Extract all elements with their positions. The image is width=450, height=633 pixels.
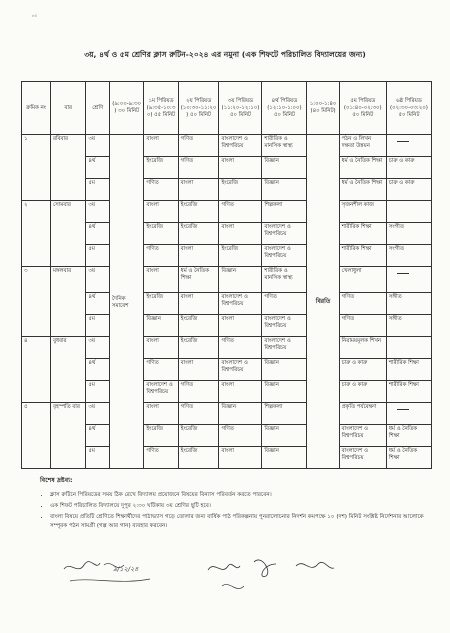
day-cell: মঙ্গলবার — [50, 267, 85, 337]
period-cell-p5: নিরাময়মূলক শিখন — [339, 337, 386, 359]
class-cell: ৪র্থ — [86, 157, 110, 179]
period-cell-p2: ইংরেজি — [178, 223, 219, 245]
serial-cell: ৪ — [22, 337, 51, 403]
period-cell-p4: বিজ্ঞান — [262, 157, 307, 179]
period-cell-p5: শারীরিক শিক্ষা — [339, 223, 386, 245]
period-cell-p1: বাংলা — [144, 201, 178, 223]
period-cell-p2: বাংলা — [178, 293, 219, 315]
notes-list — [40, 491, 435, 531]
period-cell-p5: শারীরিক শিক্ষা — [339, 245, 386, 267]
period-cell-p5: চারু ও কারু — [339, 359, 386, 381]
period-cell-p1: ইংরেজি — [144, 223, 178, 245]
period-cell-p2: বাংলা — [178, 359, 219, 381]
header-period-6: ৬ষ্ঠ পিরিয়ড (০২:৩০-০৩:২০) ৫০ মিনিট — [386, 82, 431, 135]
period-cell-p4: বিজ্ঞান — [262, 425, 307, 447]
period-cell-p2: ইংরেজি — [178, 201, 219, 223]
period-cell-p3: গণিত — [219, 425, 262, 447]
period-cell-p4: বাংলাদেশ ও বিশ্বপরিচয় — [262, 315, 307, 337]
class-cell: ৪র্থ — [86, 293, 110, 315]
period-cell-p2: বাংলা — [178, 245, 219, 267]
class-cell: ৫ম — [86, 447, 110, 469]
period-cell-p2: গণিত — [178, 403, 219, 425]
header-period-4: ৪র্থ পিরিয়ড (১২:১০-১:০০) ৫০ মিনিট — [262, 82, 307, 135]
class-cell: ৩য় — [86, 135, 110, 157]
break-label: বিরতি — [315, 298, 331, 305]
period-cell-p5: গণিত — [339, 293, 386, 315]
period-cell-p3: বাংলাদেশ ও বিশ্বপরিচয় — [219, 293, 262, 315]
break-cell — [307, 135, 339, 469]
period-cell-p2: ইংরেজি — [178, 315, 219, 337]
header-row — [22, 82, 432, 135]
period-cell-p4: শারীরিক ও মানসিক স্বাস্থ্য — [262, 267, 307, 293]
period-cell-p1: গণিত — [144, 359, 178, 381]
period-cell-p3: বাংলাদেশ ও বিশ্বপরিচয় — [219, 359, 262, 381]
period-cell-p1: ইংরেজি — [144, 425, 178, 447]
period-cell-p6: সংগীত — [386, 245, 431, 267]
note-item: • এক শিফট পরিচালিত বিদ্যালয়ে দুপুর ২:৩০ ঘটিকায় ৩য় শ্রেণির ছুটি হবে। — [50, 502, 435, 511]
period-cell-p6: শারীরিক শিক্ষা — [386, 381, 431, 403]
page-title: ৩য়, ৪র্থ ও ৫ম শ্রেণির ক্লাস রুটিন-২০২৪ এর নমুনা (এক শিফটে পরিচালিত বিদ্যালয়ের জন্য) — [84, 50, 366, 59]
period-cell-p1: ইংরেজি — [144, 157, 178, 179]
class-cell: ৪র্থ — [86, 359, 110, 381]
period-cell-p3: বাংলা — [219, 157, 262, 179]
assembly-label: দৈনিক সমাবেশ — [111, 296, 129, 309]
period-cell-p3: বাংলা — [219, 447, 262, 469]
period-cell-p2: গণিত — [178, 381, 219, 403]
period-cell-p6 — [386, 267, 431, 293]
period-cell-p5: ধর্ম ও নৈতিক শিক্ষা — [339, 179, 386, 201]
class-cell: ৪র্থ — [86, 223, 110, 245]
period-cell-p5: ধর্ম ও নৈতিক শিক্ষা — [339, 157, 386, 179]
period-cell-p1: গণিত — [144, 179, 178, 201]
period-cell-p3: ইংরেজি — [219, 179, 262, 201]
table-row — [22, 267, 432, 293]
table-row — [22, 135, 432, 157]
period-cell-p1: গণিত — [144, 447, 178, 469]
page-corner-mark: ᵉ⁶ — [32, 14, 37, 21]
period-cell-p3: ইংরেজি — [219, 245, 262, 267]
period-cell-p6: ধর্ম ও নৈতিক শিক্ষা — [386, 447, 431, 469]
header-day: বার — [50, 82, 85, 135]
day-cell: বৃহস্পতি বার — [50, 403, 85, 469]
period-cell-p4: শারীরিক ও মানসিক স্বাস্থ্য — [262, 135, 307, 157]
period-cell-p4: গণিত — [262, 293, 307, 315]
table-row — [22, 337, 432, 359]
header-period-3: ৩য় পিরিয়ড (১১:২০-১২:১০) ৫০ মিনিট — [219, 82, 262, 135]
period-cell-p2: ধর্ম ও নৈতিক শিক্ষা — [178, 267, 219, 293]
period-cell-p4: শিল্পকলা — [262, 403, 307, 425]
period-cell-p6 — [386, 403, 431, 425]
period-cell-p5: বাংলাদেশ ও বিশ্বপরিচয় — [339, 447, 386, 469]
period-cell-p3: বাংলা — [219, 315, 262, 337]
period-cell-p2: ইংরেজি — [178, 425, 219, 447]
period-cell-p6: সঙ্গীত — [386, 315, 431, 337]
period-cell-p4: শিল্পকলা — [262, 201, 307, 223]
header-period-2: ২য় পিরিয়ড (১০:৩০-১১:২০) ৫০ মিনিট — [178, 82, 219, 135]
header-class: শ্রেণি — [86, 82, 110, 135]
period-cell-p5: খেলাধুলা — [339, 267, 386, 293]
period-cell-p4: বাংলাদেশ ও বিশ্বপরিচয় — [262, 337, 307, 359]
period-cell-p1: বাংলা — [144, 135, 178, 157]
class-cell: ৫ম — [86, 245, 110, 267]
period-cell-p4: বিজ্ঞান — [262, 447, 307, 469]
period-cell-p3: বাংলাদেশ ও বিশ্বপরিচয় — [219, 135, 262, 157]
period-cell-p1: ইংরেজি — [144, 293, 178, 315]
period-cell-p6: চারু ও কারু — [386, 157, 431, 179]
period-cell-p5: চারু ও কারু — [339, 381, 386, 403]
serial-cell: ২ — [22, 201, 51, 267]
day-cell: বুধবার — [50, 337, 85, 403]
period-cell-p2: গণিত — [178, 135, 219, 157]
period-cell-p1: বাংলা — [144, 337, 178, 359]
period-cell-p6: শারীরিক শিক্ষা — [386, 359, 431, 381]
class-cell: ৫ম — [86, 315, 110, 337]
period-cell-p6: সংগীত — [386, 223, 431, 245]
class-cell: ৩য় — [86, 201, 110, 223]
header-period-1: ১ম পিরিয়ড (৯:৩৫-১০:৩০) ৫৫ মিনিট — [144, 82, 178, 135]
serial-cell: ১ — [22, 135, 51, 201]
signature-2 — [200, 552, 360, 602]
period-cell-p5: প্রকৃতি পর্যবেক্ষণ — [339, 403, 386, 425]
period-cell-p6: সঙ্গীত — [386, 293, 431, 315]
header-break: ১:০০-১:৪০ (৪০ মিনিট) — [307, 82, 339, 135]
period-cell-p2: গণিত — [178, 157, 219, 179]
period-cell-p4: বিজ্ঞান — [262, 359, 307, 381]
period-cell-p3: বাংলা — [219, 223, 262, 245]
header-assembly: (৯:০০-৯:৩০) ৩০ মিনিট — [109, 82, 143, 135]
period-cell-p3: বিজ্ঞান — [219, 403, 262, 425]
table-row — [22, 403, 432, 425]
dash-mark — [397, 409, 409, 410]
class-cell: ৩য় — [86, 403, 110, 425]
header-sl: ক্রমিক নং — [22, 82, 51, 135]
notes-section — [40, 476, 435, 533]
class-routine-table — [21, 81, 432, 469]
period-cell-p1: বিজ্ঞান — [144, 315, 178, 337]
day-cell: রবিবার — [50, 135, 85, 201]
period-cell-p1: গণিত — [144, 245, 178, 267]
period-cell-p6: চারু ও কারু — [386, 179, 431, 201]
class-cell: ৩য় — [86, 337, 110, 359]
class-cell: ৫ম — [86, 381, 110, 403]
class-cell: ৪র্থ — [86, 425, 110, 447]
period-cell-p1: বাংলা — [144, 267, 178, 293]
class-cell: ৩য় — [86, 267, 110, 293]
period-cell-p2: ইংরেজি — [178, 447, 219, 469]
serial-cell: ৩ — [22, 267, 51, 337]
period-cell-p6: ধর্ম ও নৈতিক শিক্ষা — [386, 425, 431, 447]
period-cell-p3: বাংলা — [219, 381, 262, 403]
period-cell-p4: বাংলাদেশ ও বিশ্বপরিচয় — [262, 223, 307, 245]
dash-mark — [397, 141, 409, 142]
dash-mark — [397, 273, 409, 274]
period-cell-p4: বাংলাদেশ ও বিশ্বপরিচয় — [262, 245, 307, 267]
period-cell-p5: সৃজনশীল কাজ — [339, 201, 386, 223]
period-cell-p1: বাংলাদেশ ও বিশ্বপরিচয় — [144, 381, 178, 403]
period-cell-p3: গণিত — [219, 337, 262, 359]
period-cell-p5: পঠন ও লিখন দক্ষতা উন্নয়ন — [339, 135, 386, 157]
period-cell-p5: গণিত — [339, 315, 386, 337]
signature-1 — [60, 555, 190, 595]
serial-cell: ৫ — [22, 403, 51, 469]
period-cell-p3: গণিত — [219, 201, 262, 223]
table-row — [22, 201, 432, 223]
period-cell-p2: বাংলা — [178, 179, 219, 201]
period-cell-p6 — [386, 337, 431, 359]
class-cell: ৫ম — [86, 179, 110, 201]
day-cell: সোমবার — [50, 201, 85, 267]
period-cell-p4: বিজ্ঞান — [262, 381, 307, 403]
notes-heading: বিশেষ দ্রষ্টব্য: — [40, 477, 73, 484]
note-item: • ক্লাস রুটিনে পিরিয়ডের সময় ঠিক রেখে বিদ্যালয় প্রয়োজনে বিষয়ের বিন্যাস পরিবর্তন করতে পারবেন। — [50, 491, 435, 500]
signature-date: ৯/১২/২৪ — [113, 565, 139, 573]
period-cell-p6 — [386, 201, 431, 223]
period-cell-p6 — [386, 135, 431, 157]
period-cell-p2: ইংরেজি — [178, 337, 219, 359]
period-cell-p4: বিজ্ঞান — [262, 179, 307, 201]
assembly-cell — [109, 135, 143, 469]
period-cell-p3: বিজ্ঞান — [219, 267, 262, 293]
header-period-5: ৫ম পিরিয়ড (০১:৪০-০২:৩০) ৫০ মিনিট — [339, 82, 386, 135]
note-item: • বাংলা বিষয়ে প্রতিটি শ্রেণিতে শিক্ষার্থীদের পাঠাভ্যাস গড়ে তোলার জন্য বার্ষিক পাঠ পরিকল্পনায় পুনরালোচনার নিদর্শন কমপক্ষে ১০ (দশ) মিনিট সংশ্লিষ্ট নির্দেশনার আলোকে সম্পূরক পঠন সামগ্রী (গল্প আর গান) ব্যবহার করবেন। — [50, 513, 435, 531]
period-cell-p1: বাংলা — [144, 403, 178, 425]
period-cell-p5: বাংলাদেশ ও বিশ্বপরিচয় — [339, 425, 386, 447]
